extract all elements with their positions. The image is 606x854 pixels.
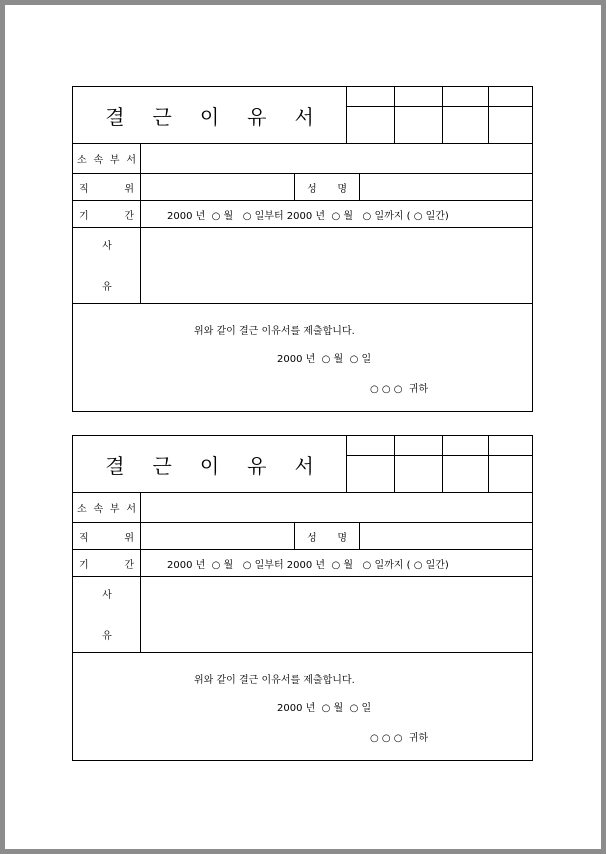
form-title: 결근이유서 (105, 453, 342, 478)
approval-cell (489, 107, 533, 143)
reason-label-char: 유 (102, 282, 112, 293)
approval-box (346, 436, 533, 492)
reason-label-char: 사 (102, 590, 112, 601)
position-row (73, 174, 532, 201)
approval-cell (395, 456, 443, 492)
approval-cell (489, 436, 533, 456)
department-row (73, 493, 532, 523)
document-page (5, 5, 601, 849)
period-row (73, 201, 532, 228)
absence-form (72, 435, 533, 761)
approval-cell (395, 107, 443, 143)
approval-cell (347, 107, 395, 143)
name-label: 성 명 (294, 174, 360, 200)
period-label: 기 간 (73, 550, 141, 576)
reason-label (73, 228, 141, 303)
approval-cell (443, 107, 489, 143)
declaration-row (73, 304, 532, 411)
approval-cell (347, 436, 395, 456)
name-label: 성 명 (294, 523, 360, 549)
addressee: ○ ○ ○ 귀하 (370, 384, 429, 395)
position-row (73, 523, 532, 550)
reason-label-char: 사 (102, 241, 112, 252)
addressee: ○ ○ ○ 귀하 (370, 733, 429, 744)
approval-cell (443, 436, 489, 456)
department-row (73, 144, 532, 174)
approval-cell (395, 87, 443, 107)
period-text: 2000 년 ○ 월 ○ 일부터 2000 년 ○ 월 ○ 일까지 ( ○ 일간) (167, 559, 449, 571)
period-label: 기 간 (73, 201, 141, 227)
position-label: 직 위 (73, 174, 141, 200)
approval-cell (443, 456, 489, 492)
reason-row (73, 577, 532, 653)
title-row (73, 436, 532, 493)
period-text: 2000 년 ○ 월 ○ 일부터 2000 년 ○ 월 ○ 일까지 ( ○ 일간) (167, 210, 449, 222)
approval-cell (347, 87, 395, 107)
declaration-row (73, 653, 532, 760)
approval-cell (395, 436, 443, 456)
declaration-text: 위와 같이 결근 이유서를 제출합니다. (194, 675, 355, 686)
form-title: 결근이유서 (105, 104, 342, 129)
department-label: 소 속 부 서 (73, 144, 141, 173)
date-line: 2000 년 ○ 월 ○ 일 (277, 703, 372, 714)
department-label: 소 속 부 서 (73, 493, 141, 522)
reason-label-char: 유 (102, 631, 112, 642)
title-row (73, 87, 532, 144)
approval-cell (347, 456, 395, 492)
approval-box (346, 87, 533, 143)
approval-cell (489, 87, 533, 107)
reason-row (73, 228, 532, 304)
reason-label (73, 577, 141, 652)
absence-form (72, 86, 533, 412)
position-label: 직 위 (73, 523, 141, 549)
date-line: 2000 년 ○ 월 ○ 일 (277, 354, 372, 365)
approval-cell (489, 456, 533, 492)
declaration-text: 위와 같이 결근 이유서를 제출합니다. (194, 326, 355, 337)
approval-cell (443, 87, 489, 107)
period-row (73, 550, 532, 577)
